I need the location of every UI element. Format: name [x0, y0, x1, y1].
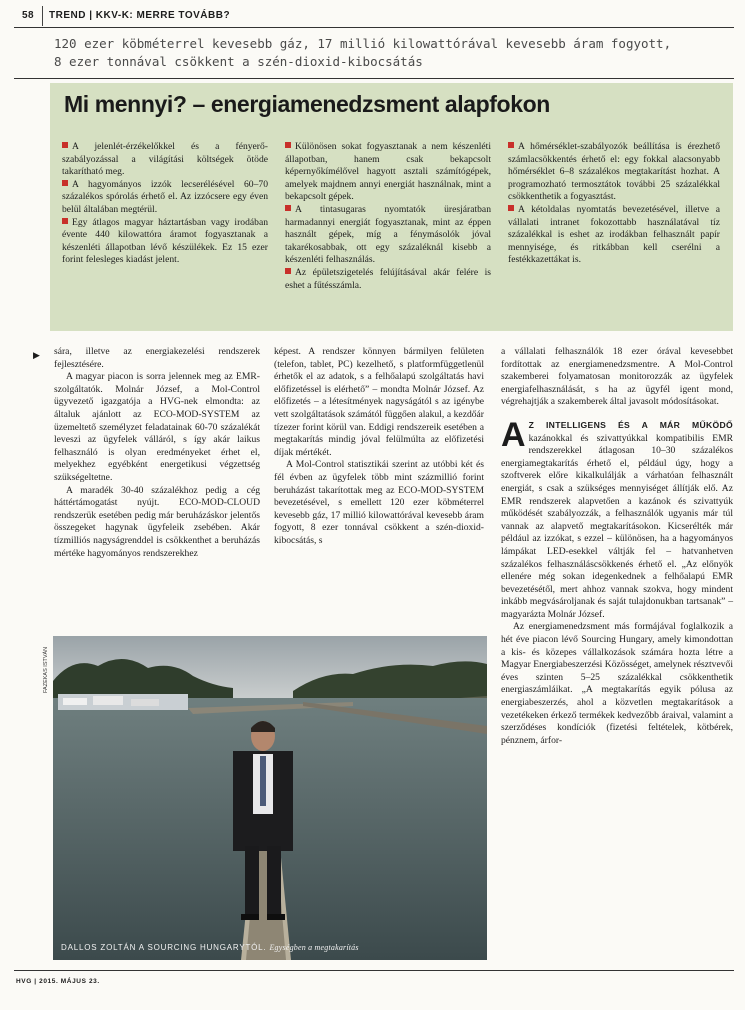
- deck-line-2: 8 ezer tonnával csökkent a szén-dioxid-kibocsátás: [54, 54, 423, 69]
- deck-line-1: 120 ezer köbméterrel kevesebb gáz, 17 millió kilowattórával kevesebb áram fogyott,: [54, 36, 672, 51]
- box-title: Mi mennyi? – energiamenedzsment alapfokon: [64, 91, 550, 117]
- bullet-square-icon: [285, 205, 291, 211]
- article-paragraph: [501, 415, 733, 622]
- box-item: [508, 204, 720, 267]
- box-item-text: Egy átlagos magyar háztartásban vagy irodában évente 440 kilowattóra áramot fogyasztanak a készenléti állapotban lévő készülékek. Ez 15 ezer forint felesleges kiadást jelent.: [62, 216, 268, 266]
- bullet-square-icon: [62, 180, 68, 186]
- article-paragraph: A magyar piacon is sorra jelennek meg az EMR-szolgáltatók. Molnár József, a Mol-Control ügyvezető igazgatója a HVG-nek elmondta: az általuk ajánlott az ECO-MOD-SYSTEM az üzemeltető személyzet feladatainak 60-70 százalékát leveszi az ügyfelek válláról, s így akár laikus felhasználó is olyan eredményeket érhet el, melyekhez egyébként energetikusi végzettség szükségeltetne.: [54, 371, 260, 483]
- box-item-text: A tintasugaras nyomtatók üresjáratban harmadannyi energiát fogyasztanak, mint az éppen használt gépek, míg a fénymásolók jóval takarékosabbak, ott egy százaléknál kisebb a készenléti felhasználás.: [285, 203, 491, 266]
- caption-text: Egységben a megtakarítás: [269, 943, 359, 952]
- header-divider: [42, 6, 43, 26]
- box-item: [285, 141, 491, 204]
- box-item-text: A hagyományos izzók lecserélésével 60–70 százalékos spórolás érhető el. Az izzócsere egy éven belül általában megtérül.: [62, 178, 268, 215]
- article-paragraph: képest. A rendszer könnyen bármilyen felületen (telefon, tablet, PC) kezelhető, s platformfüggetlenül érhetők el az adatok, s a felhőalapú szolgáltatás havi előfizetéssel is elérhető” – mondta Molnár József. Az előfizetés – a létesítmények nagyságától s az igénybe vett szolgáltatások számától függően alakul, a kezdőár tízezer forint körül van. Eddigi rendszereik esetében a megtakarítás mindig jóval felülmúlta az előfizetési díjak mértékét.: [274, 346, 484, 458]
- bullet-square-icon: [62, 142, 68, 148]
- article-photo: [53, 636, 487, 960]
- bullet-square-icon: [508, 205, 514, 211]
- top-rule: [14, 27, 734, 28]
- box-item: [508, 141, 720, 204]
- section-label: TREND | KKV-K: MERRE TOVÁBB?: [49, 10, 231, 21]
- article-paragraph: A maradék 30-40 százalékhoz pedig a cég háttértámogatást nyújt. ECO-MOD-CLOUD rendszerük esetében pedig már beruházáskor jelentős összegeket hagynak ügyfeleik zsebében. Akár tízmilliós nagyságrenddel is csökkenthet a beruházás mértéke hagyományos rendszerekhez: [54, 484, 260, 559]
- photo-credit: FAZEKAS ISTVÁN: [43, 646, 49, 693]
- sidebar-box: [50, 83, 733, 331]
- box-item: [62, 141, 268, 179]
- running-header: [14, 6, 734, 26]
- box-item: [285, 267, 491, 292]
- drop-cap: A: [501, 415, 526, 454]
- box-column-1: [62, 141, 268, 267]
- deck-rule: [14, 78, 734, 79]
- article-column-2: [274, 346, 484, 548]
- marina-portrait-image: [53, 636, 487, 960]
- article-column-3: [501, 346, 733, 747]
- article-paragraph: Az energiamenedzsment más formájával foglalkozik a hét éve piacon lévő Sourcing Hungary, amely kimondottan a kis- és közepes vállalkozások számára hozta létre a Magyar Energiabeszerzési Közösséget, amelynek résztvevői éves szinten 5–25 százalékkal csökkenthetik energiaszámláikat. „A megtakarítás egyik pólusa az energiabeszerzés, ahol a közvetlen megtakarítások a vezetékeken érkező termékek kedvezőbb áraival, valamint a szerződéses kondíciók (fizetési feltételek, kötbérek, pénznem, árfor-: [501, 621, 733, 746]
- page-number: 58: [22, 10, 35, 21]
- lead-in: Z INTELLIGENS ÉS A MÁR MŰKÖDŐ: [528, 419, 733, 430]
- bottom-rule: [14, 970, 734, 971]
- box-item-text: A jelenlét-érzékelőkkel és a fényerő-szabályozással a világítási költségek ötöde takarítható meg.: [62, 141, 268, 178]
- box-item-text: A kétoldalas nyomtatás bevezetésével, illetve a vállalati intranet fokozottabb használatával tíz százalékkal is eshet az irodákban felhasznált papír mennyisége, és ritkábban kell cserélni a festékkazettákat is.: [508, 203, 720, 266]
- article-column-1: [54, 346, 260, 560]
- box-column-2: [285, 141, 491, 292]
- caption-name: DALLOS ZOLTÁN A SOURCING HUNGARYTÓL.: [61, 943, 267, 952]
- box-item: [62, 217, 268, 267]
- box-item: [285, 204, 491, 267]
- bullet-square-icon: [508, 142, 514, 148]
- box-item-text: A hőmérséklet-szabályozók beállítása is érezhető számlacsökkentés érhető el: egy fokkal alacsonyabb hőmérséklet 6–8 százalékos megtakarítást hozhat. A programozható termosztátok további 25 százalékkal csökkenthetik a fogyasztást.: [508, 141, 720, 203]
- bullet-square-icon: [285, 268, 291, 274]
- box-item: [62, 179, 268, 217]
- paragraph-text: kazánokkal és szivattyúkkal kompatibilis EMR rendszerekkel átlagosan 10–30 százalékos energiamegtakarítás érhető el, például úgy, hogy a szoftverek előre kikalkulálják a várhatóan felhasznált energiát, s csak a szükséges mennyiséget állítják elő. Az EMR rendszerek alapvetően a kazánok és szivattyúk működését szabályozzák, a felhasználók ugyanis már túl vannak az alapvető megtakarításokon. Kicserélték már például az izzókat, s ezzel – különösen, ha a hagyományos lámpákat LED-esekkel váltják fel – hatvanhetven százalékos felhasználáscsökkenés érhető el. „Az előnyök ellenére még sokan idegenkednek a felhőalapú EMR bevezetésétől, mert ahhoz vannak szokva, hogy mindent inkább megvásároljanak és saját tulajdonukban tartsanak” – magyarázta Molnár József.: [501, 432, 733, 620]
- bullet-square-icon: [62, 218, 68, 224]
- article-paragraph: A Mol-Control statisztikái szerint az utóbbi két és fél évben az ügyfelek több mint százmillió forint beruházást takarítottak meg az ECO-MOD-SYSTEM bevezetésével, s emellett 120 ezer köbméterrel kevesebb gáz, 17 millió kilowattórával kevesebb áram fogyott, 8 ezer tonnával csökkent a szén-dioxid-kibocsátás, s: [274, 459, 484, 546]
- photo-caption: [61, 943, 359, 952]
- article-paragraph: sára, illetve az energiakezelési rendszerek fejlesztésére.: [54, 346, 260, 370]
- bullet-square-icon: [285, 142, 291, 148]
- article-paragraph: a vállalati felhasználók 18 ezer órával kevesebbet fordítottak az energiamenedzsmentre. A Mol-Control szakemberei folyamatosan monitorozzák az ügyfelek energiafelhasználását, s ha az ügyfél igent mond, végrehajtják a szakemberek által javasolt módosításokat.: [501, 346, 733, 408]
- continuation-arrow-icon: ▶: [33, 350, 40, 360]
- box-column-3: [508, 141, 720, 267]
- deck-quote: [54, 35, 734, 71]
- page-footer: HVG | 2015. MÁJUS 23.: [16, 978, 100, 985]
- box-item-text: Különösen sokat fogyasztanak a nem készenléti állapotban, hanem csak bekapcsolt képernyőkímélővel hagyott asztali számítógépek, amelyek majdnem annyi energiát használnak, mint a bekapcsolt gépek.: [285, 141, 491, 203]
- box-item-text: Az épületszigetelés felújításával akár felére is eshet a fűtésszámla.: [285, 266, 491, 291]
